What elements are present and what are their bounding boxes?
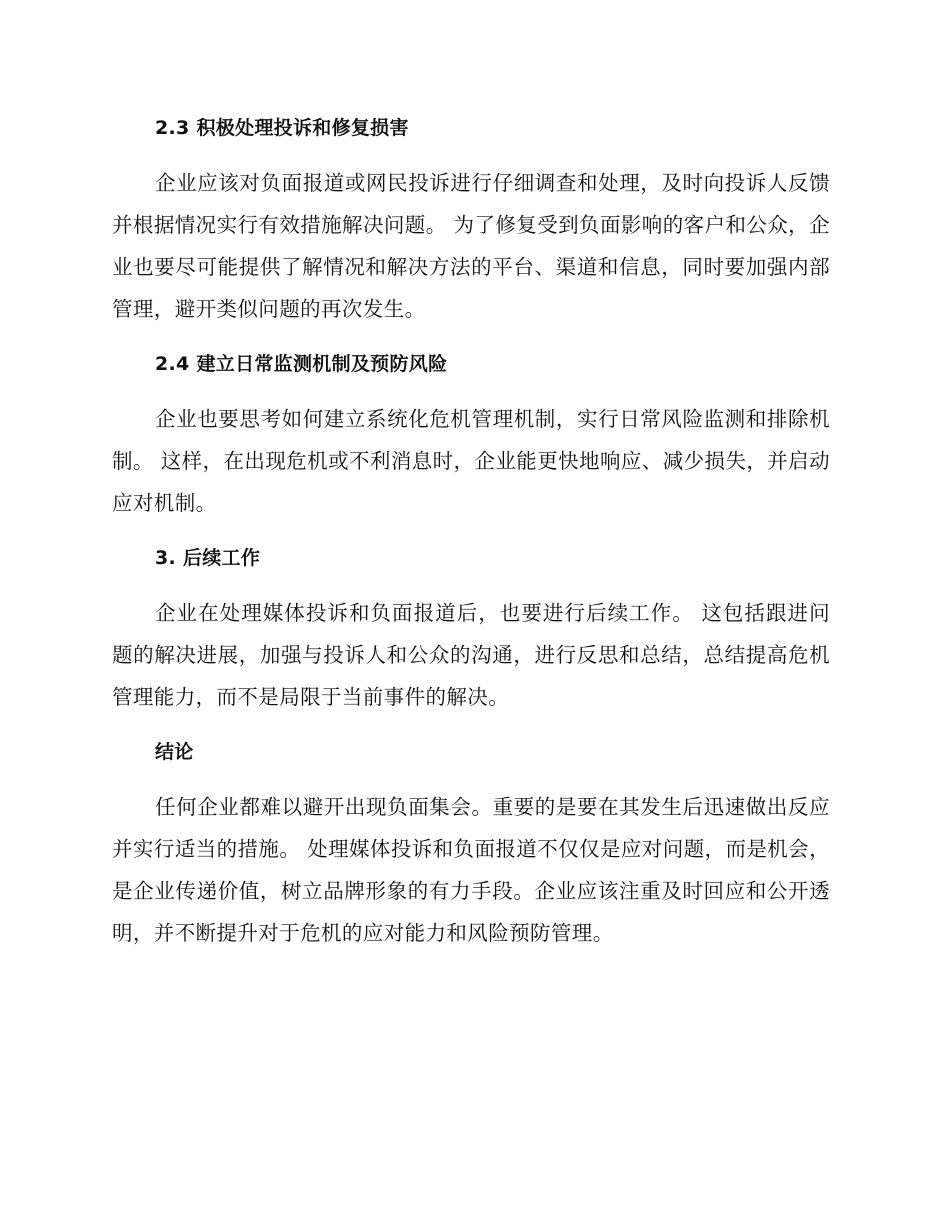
section-paragraph-conclusion: 任何企业都难以避开出现负面集会。重要的是要在其发生后迅速做出反应并实行适当的措施。 处理媒体投诉和负面报道不仅仅是应对问题，而是机会，是企业传递价值，树立品牌形象的有力手段。企业应该注重及时回应和公开透明，并不断提升对于危机的应对能力和风险预防管理。 xyxy=(112,795,830,945)
section-heading-3: 3. 后续工作 xyxy=(155,547,261,569)
section-paragraph-2-4: 企业也要思考如何建立系统化危机管理机制，实行日常风险监测和排除机制。 这样，在出现危机或不利消息时，企业能更快地响应、减少损失，并启动应对机制。 xyxy=(112,407,830,515)
document-page xyxy=(112,108,830,954)
section-heading-conclusion: 结论 xyxy=(155,741,194,763)
section-paragraph-2-3: 企业应该对负面报道或网民投诉进行仔细调查和处理，及时向投诉人反馈并根据情况实行有效措施解决问题。 为了修复受到负面影响的客户和公众，企业也要尽可能提供了解情况和解决方法的平台、渠道和信息，同时要加强内部管理，避开类似问题的再次发生。 xyxy=(112,171,830,321)
section-heading-2-3: 2.3 积极处理投诉和修复损害 xyxy=(155,117,409,139)
section-paragraph-3: 企业在处理媒体投诉和负面报道后，也要进行后续工作。 这包括跟进问题的解决进展，加强与投诉人和公众的沟通，进行反思和总结，总结提高危机管理能力，而不是局限于当前事件的解决。 xyxy=(112,601,830,709)
section-heading-2-4: 2.4 建立日常监测机制及预防风险 xyxy=(155,353,448,375)
